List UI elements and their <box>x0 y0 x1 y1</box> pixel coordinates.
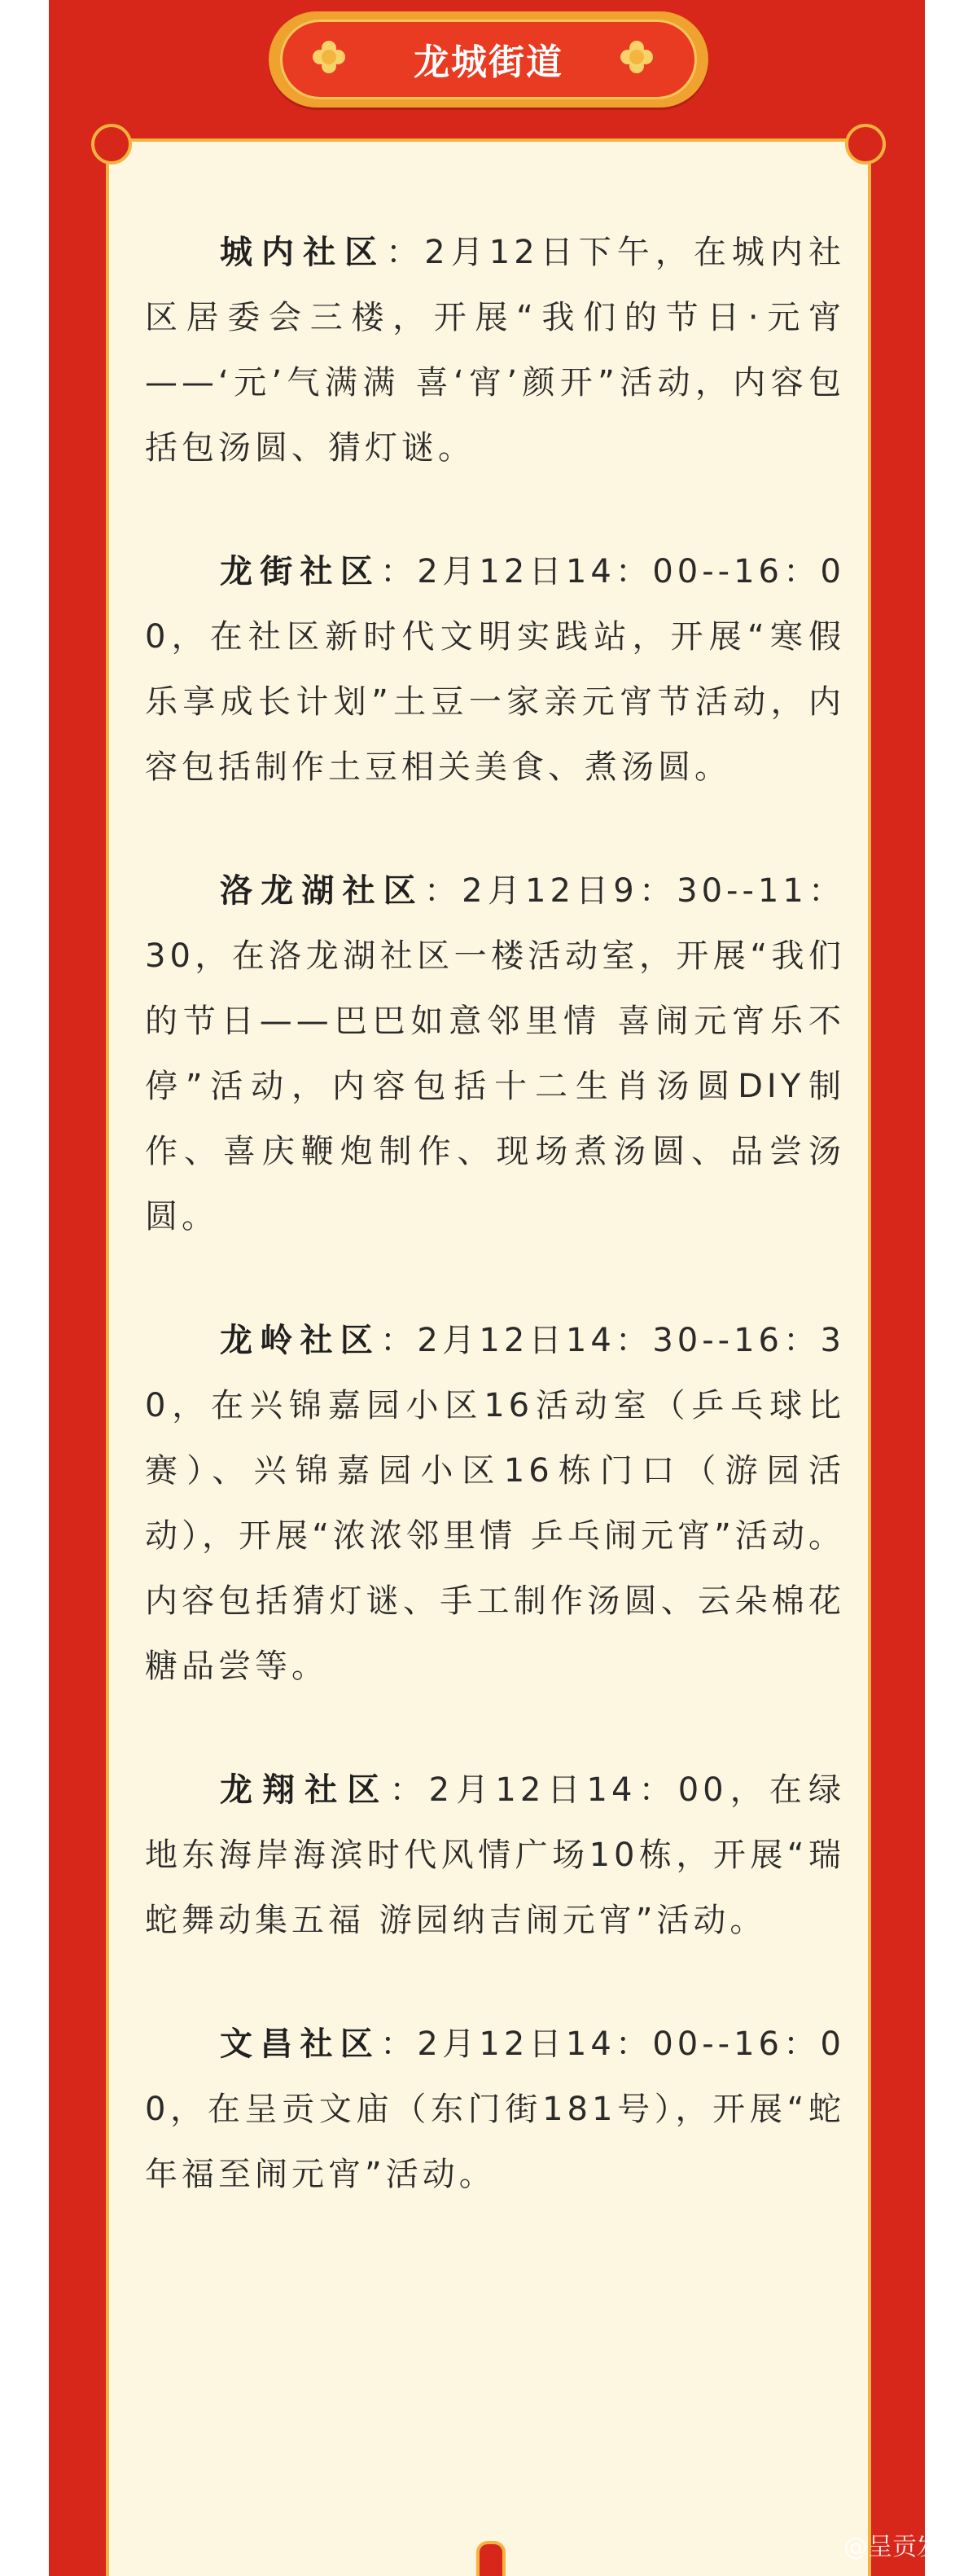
community-name: 文昌社区 <box>220 2025 381 2063</box>
activity-entry <box>145 858 845 1249</box>
community-name: 龙岭社区 <box>220 1322 381 1359</box>
community-name: 龙翔社区 <box>220 1771 390 1809</box>
section-title: 龙城街道 <box>414 42 563 83</box>
bottom-ornament <box>476 2541 506 2576</box>
content-card <box>106 138 871 2576</box>
activity-entry <box>145 2012 845 2207</box>
activity-text: ：2月12日9：30--11：30，在洛龙湖社区一楼活动室，开展“我们的节日——巴巴如意邻里情 喜闹元宵乐不停”活动，内容包括十二生肖汤圆DIY制作、喜庆鞭炮制作、现场煮汤圆、品尝汤圆。 <box>145 872 846 1235</box>
activity-entry <box>145 220 845 481</box>
community-name: 龙街社区 <box>220 553 381 590</box>
card-corner-ornament <box>91 124 132 165</box>
activity-text: ：2月12日14：00--16：00，在呈贡文庙（东门街181号），开展“蛇年福至闹元宵”活动。 <box>145 2025 846 2193</box>
community-name: 洛龙湖社区 <box>220 872 424 910</box>
activity-list <box>145 220 845 2266</box>
activity-text: ：2月12日14：00，在绿地东海岸海滨时代风情广场10栋，开展“瑞蛇舞动集五福 游园纳吉闹元宵”活动。 <box>145 1771 845 1939</box>
activity-entry <box>145 1308 845 1699</box>
activity-text: ：2月12日14：00--16：00，在社区新时代文明实践站，开展“寒假乐享成长计划”土豆一家亲元宵节活动，内容包括制作土豆相关美食、煮汤圆。 <box>145 553 846 786</box>
activity-entry <box>145 539 845 800</box>
activity-entry <box>145 1758 845 1953</box>
activity-text: ：2月12日14：30--16：30，在兴锦嘉园小区16活动室（乒乓球比赛）、兴锦嘉园小区16栋门口（游园活动），开展“浓浓邻里情 乒乓闹元宵”活动。内容包括猜灯谜、手工制作汤圆、云朵棉花糖品尝等。 <box>145 1322 846 1685</box>
watermark: @呈贡发布 <box>843 2533 966 2561</box>
card-body <box>109 142 868 2576</box>
activity-text: ：2月12日下午，在城内社区居委会三楼，开展“我们的节日·元宵——‘元’气满满 喜‘宵’颜开”活动，内容包括包汤圆、猜灯谜。 <box>145 234 845 467</box>
card-corner-ornament <box>845 124 886 165</box>
community-name: 城内社区 <box>220 234 387 271</box>
